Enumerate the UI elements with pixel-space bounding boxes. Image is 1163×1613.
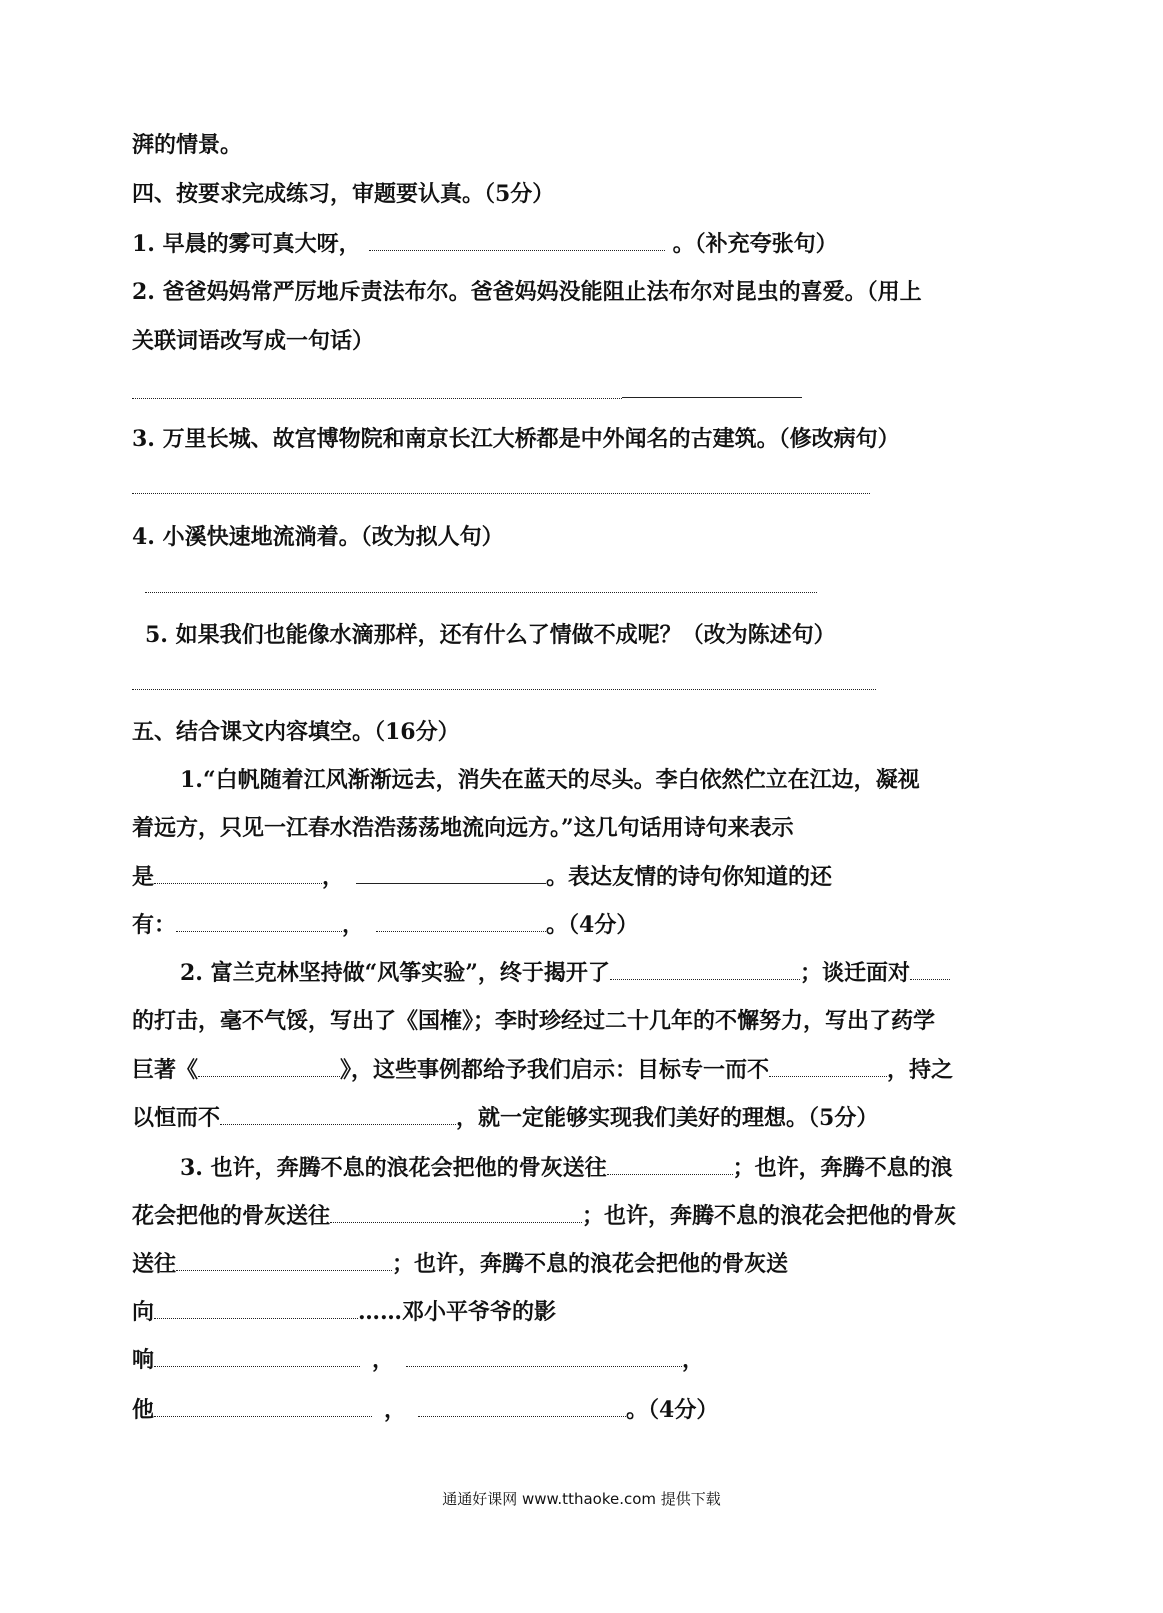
answer-blank[interactable] [406,1344,682,1367]
answer-line[interactable] [132,493,870,494]
fill-3 [180,1152,953,1183]
text: ；也许，奔腾不息的浪花会把他的骨灰送 [392,1251,789,1277]
answer-blank[interactable] [220,1102,456,1125]
text: 花会把他的骨灰送往 [132,1203,331,1229]
fill-3-cont [132,1296,556,1327]
text: 有： [132,912,177,938]
answer-blank[interactable] [198,1054,340,1077]
text: ，持之 [887,1057,954,1083]
answer-blank[interactable] [154,1344,360,1367]
answer-line[interactable] [132,398,622,399]
answer-blank[interactable] [910,957,950,980]
answer-blank[interactable] [376,909,546,932]
answer-blank[interactable] [176,909,342,932]
answer-blank[interactable] [607,1152,733,1175]
text: ……邓小平爷爷的影 [358,1299,557,1325]
fill-3-cont [132,1200,956,1231]
answer-blank[interactable] [369,228,665,251]
answer-line[interactable] [622,397,802,398]
fill-3-cont [132,1394,718,1425]
fill-3-cont [132,1344,704,1375]
fill-1-cont: 着远方，只见一江春水浩浩荡荡地流向远方。”这几句话用诗句来表示 [132,815,794,841]
text: ；也许，奔腾不息的浪 [732,1155,953,1181]
fill-1-cont [132,861,832,892]
answer-line[interactable] [145,592,817,593]
text-line: 湃的情景。 [132,132,243,158]
text: 巨著《 [132,1057,199,1083]
fill-2-cont: 的打击，毫不气馁，写出了《国榷》；李时珍经过二十几年的不懈努力，写出了药学 [132,1008,936,1034]
answer-blank[interactable] [610,957,800,980]
text: 。表达友情的诗句你知道的还 [546,864,833,890]
answer-line[interactable] [132,689,876,690]
fill-3-cont [132,1248,788,1279]
fill-1-cont [132,909,638,940]
text: ， [322,864,345,890]
section-4-heading: 四、按要求完成练习，审题要认真。（5分） [132,181,555,207]
question-2-cont: 关联词语改写成一句话） [132,328,375,354]
question-text: 1. 早晨的雾可真大呀， [132,231,361,257]
text: 是 [132,864,155,890]
answer-blank[interactable] [769,1054,887,1077]
fill-2-cont [132,1102,878,1133]
text: ， [372,1347,395,1373]
text: ， [384,1397,407,1423]
question-1 [132,228,838,259]
text: 他 [132,1397,155,1423]
section-5-heading: 五、结合课文内容填空。（16分） [132,719,460,745]
fill-1: 1.“白帆随着江风渐渐远去，消失在蓝天的尽头。李白依然伫立在江边，凝视 [180,767,920,793]
text: 向 [132,1299,155,1325]
text: 。（4分） [546,912,639,938]
question-4: 4. 小溪快速地流淌着。（改为拟人句） [132,524,504,550]
question-3: 3. 万里长城、故宫博物院和南京长江大桥都是中外闻名的古建筑。（修改病句） [132,426,900,452]
text: ；也许，奔腾不息的浪花会把他的骨灰 [582,1203,957,1229]
text: ， [342,912,365,938]
fill-2-cont [132,1054,953,1085]
fill-2 [180,957,950,988]
text: 送往 [132,1251,177,1277]
answer-blank[interactable] [418,1394,626,1417]
answer-blank[interactable] [154,1394,372,1417]
question-text: 。（补充夸张句） [672,231,838,257]
text: 响 [132,1347,155,1373]
answer-blank[interactable] [154,861,322,884]
answer-blank[interactable] [356,861,546,884]
answer-blank[interactable] [154,1296,358,1319]
text: ，就一定能够实现我们美好的理想。（5分） [456,1105,879,1131]
text: 。（4分） [626,1397,719,1423]
text: 》，这些事例都给予我们启示：目标专一而不 [340,1057,770,1083]
question-2: 2. 爸爸妈妈常严厉地斥责法布尔。爸爸妈妈没能阻止法布尔对昆虫的喜爱。（用上 [132,279,922,305]
text: 2. 富兰克林坚持做“风筝实验”，终于揭开了 [180,960,610,986]
answer-blank[interactable] [330,1200,582,1223]
text: 3. 也许，奔腾不息的浪花会把他的骨灰送往 [180,1155,607,1181]
text: 以恒而不 [132,1105,221,1131]
text: ；谈迁面对 [799,960,910,986]
text: ， [682,1347,705,1373]
question-5: 5. 如果我们也能像水滴那样，还有什么了情做不成呢？（改为陈述句） [145,622,836,648]
footer-credit: 通通好课网 www.tthaoke.com 提供下载 [442,1490,721,1508]
answer-blank[interactable] [176,1248,392,1271]
